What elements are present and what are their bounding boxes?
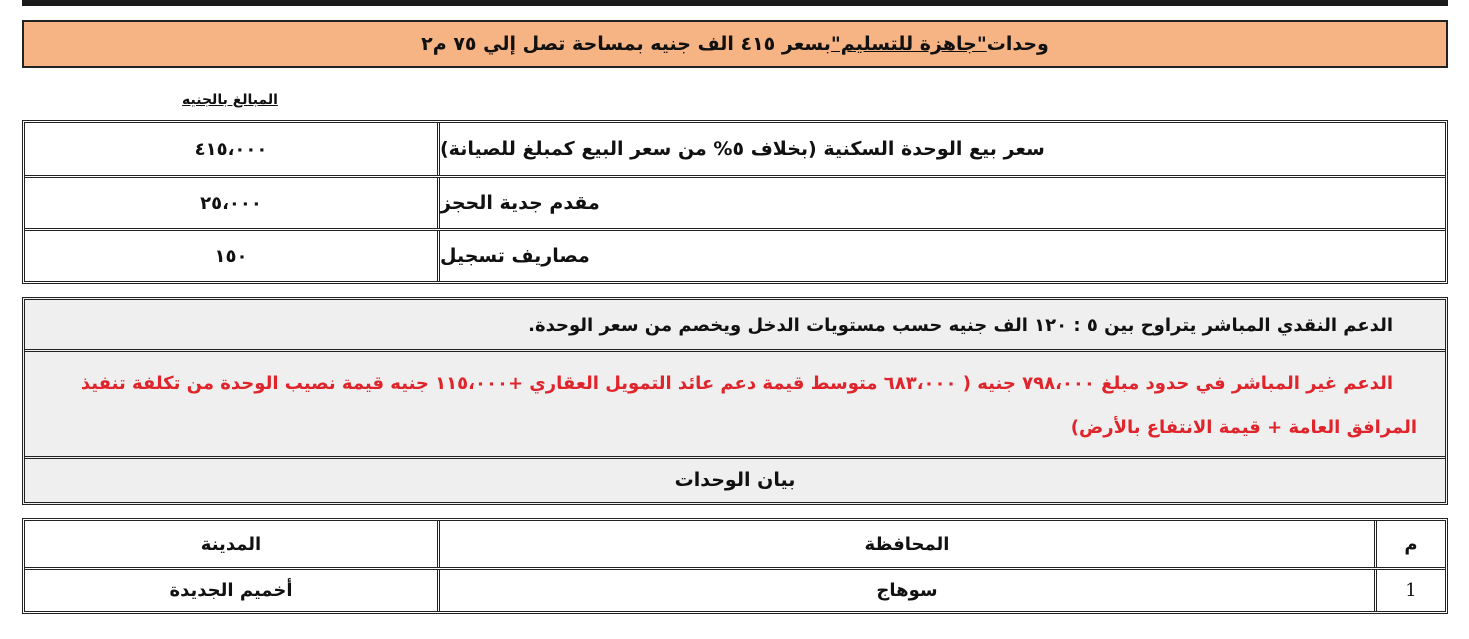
- table-header-row: [25, 521, 1445, 567]
- indirect-support-text: الدعم غير المباشر في حدود مبلغ ٧٩٨،٠٠٠ جنيه ( ٦٨٣،٠٠٠ متوسط قيمة دعم عائد التمويل العقاري +١١٥،٠٠٠ جنيه قيمة نصيب الوحدة من تكلفة تنفيذ المرافق العامة + قيمة الانتفاع بالأرض): [80, 373, 1417, 438]
- price-label: سعر بيع الوحدة السكنية (بخلاف ٥% من سعر البيع كمبلغ للصيانة): [437, 123, 1445, 175]
- governorate-cell: سوهاج: [437, 570, 1377, 611]
- deposit-label: مقدم جدية الحجز: [437, 178, 1445, 228]
- units-table: [22, 518, 1448, 614]
- table-row: [25, 231, 1445, 281]
- currency-note: المبالغ بالجنيه: [182, 92, 278, 108]
- num-cell: 1: [1405, 580, 1417, 601]
- registration-label: مصاريف تسجيل: [437, 231, 1445, 281]
- header-num: م: [1404, 533, 1418, 555]
- price-table: [22, 120, 1448, 284]
- city-cell: أخميم الجديدة: [169, 580, 293, 601]
- price-value: ٤١٥،٠٠٠: [194, 138, 268, 160]
- page-title: [22, 20, 1448, 68]
- table-row: [25, 570, 1445, 611]
- registration-value: ١٥٠: [214, 245, 248, 267]
- title-before: وحدات: [986, 33, 1049, 55]
- units-heading: بيان الوحدات: [674, 469, 796, 491]
- table-row: [25, 123, 1445, 175]
- title-ready-units: "جاهزة للتسليم": [830, 33, 987, 55]
- deposit-value: ٢٥،٠٠٠: [200, 192, 262, 214]
- table-row: [25, 178, 1445, 228]
- support-box: [22, 297, 1448, 505]
- header-city: المدينة: [200, 533, 262, 555]
- title-after: بسعر ٤١٥ الف جنيه بمساحة تصل إلي ٧٥ م٢: [421, 33, 831, 55]
- direct-support-text: الدعم النقدي المباشر يتراوح بين ٥ : ١٢٠ الف جنيه حسب مستويات الدخل ويخصم من سعر الوحدة.: [528, 314, 1393, 336]
- top-rule: [22, 0, 1448, 6]
- header-governorate: المحافظة: [437, 521, 1377, 567]
